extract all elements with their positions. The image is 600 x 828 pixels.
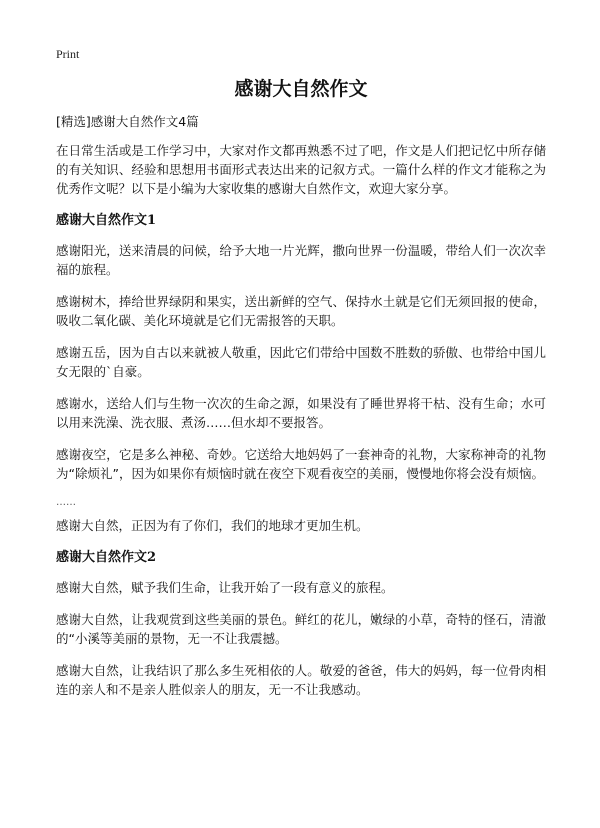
essay-section-2 [56, 548, 546, 699]
document-page [56, 46, 546, 712]
section-paragraph: 感谢五岳，因为自古以来就被人敬重，因此它们带给中国数不胜数的骄傲、也带给中国儿女无限的`自豪。 [56, 345, 546, 379]
section-paragraph: 感谢阳光，送来清晨的问候，给予大地一片光辉，撒向世界一份温暖，带给人们一次次幸福的旅程。 [56, 243, 546, 277]
print-link[interactable]: Print [56, 47, 80, 61]
document-title: 感谢大自然作文 [234, 78, 368, 100]
section-paragraph: 感谢大自然，让我观赏到这些美丽的景色。鲜红的花儿，嫩绿的小草，奇特的怪石，清澈的“小溪等美丽的景物，无一不让我震撼。 [56, 612, 546, 646]
intro-paragraph: 在日常生活或是工作学习中，大家对作文都再熟悉不过了吧，作文是人们把记忆中所存储的有关知识、经验和思想用书面形式表达出来的记叙方式。一篇什么样的作文才能称之为优秀作文呢？以下是小编为大家收集的感谢大自然作文，欢迎大家分享。 [56, 143, 546, 196]
section-paragraph: 感谢夜空，它是多么神秘、奇妙。它送给大地妈妈了一套神奇的礼物，大家称神奇的礼物为“除烦礼”，因为如果你有烦恼时就在夜空下观看夜空的美丽，慢慢地你将会没有烦恼。 [56, 447, 546, 481]
essay-section-1 [56, 211, 546, 535]
ellipsis-marker: …… [56, 497, 76, 508]
section-heading: 感谢大自然作文1 [56, 213, 157, 228]
section-closing: 感谢大自然，正因为有了你们，我们的地球才更加生机。 [56, 518, 369, 533]
document-subtitle: [精选]感谢大自然作文4篇 [56, 114, 199, 129]
section-heading: 感谢大自然作文2 [56, 550, 157, 565]
section-paragraph: 感谢树木，捧给世界绿阴和果实，送出新鲜的空气、保持水土就是它们无须回报的使命，吸收二氧化碳、美化环境就是它们无需报答的天职。 [56, 294, 546, 328]
section-paragraph: 感谢大自然，赋予我们生命，让我开始了一段有意义的旅程。 [56, 580, 394, 595]
section-paragraph: 感谢大自然，让我结识了那么多生死相依的人。敬爱的爸爸，伟大的妈妈，每一位骨肉相连的亲人和不是亲人胜似亲人的朋友，无一不让我感动。 [56, 663, 546, 697]
section-paragraph: 感谢水，送给人们与生物一次次的生命之源，如果没有了睡世界将干枯、没有生命；水可以用来洗澡、洗衣服、煮汤……但水却不要报答。 [56, 396, 546, 430]
